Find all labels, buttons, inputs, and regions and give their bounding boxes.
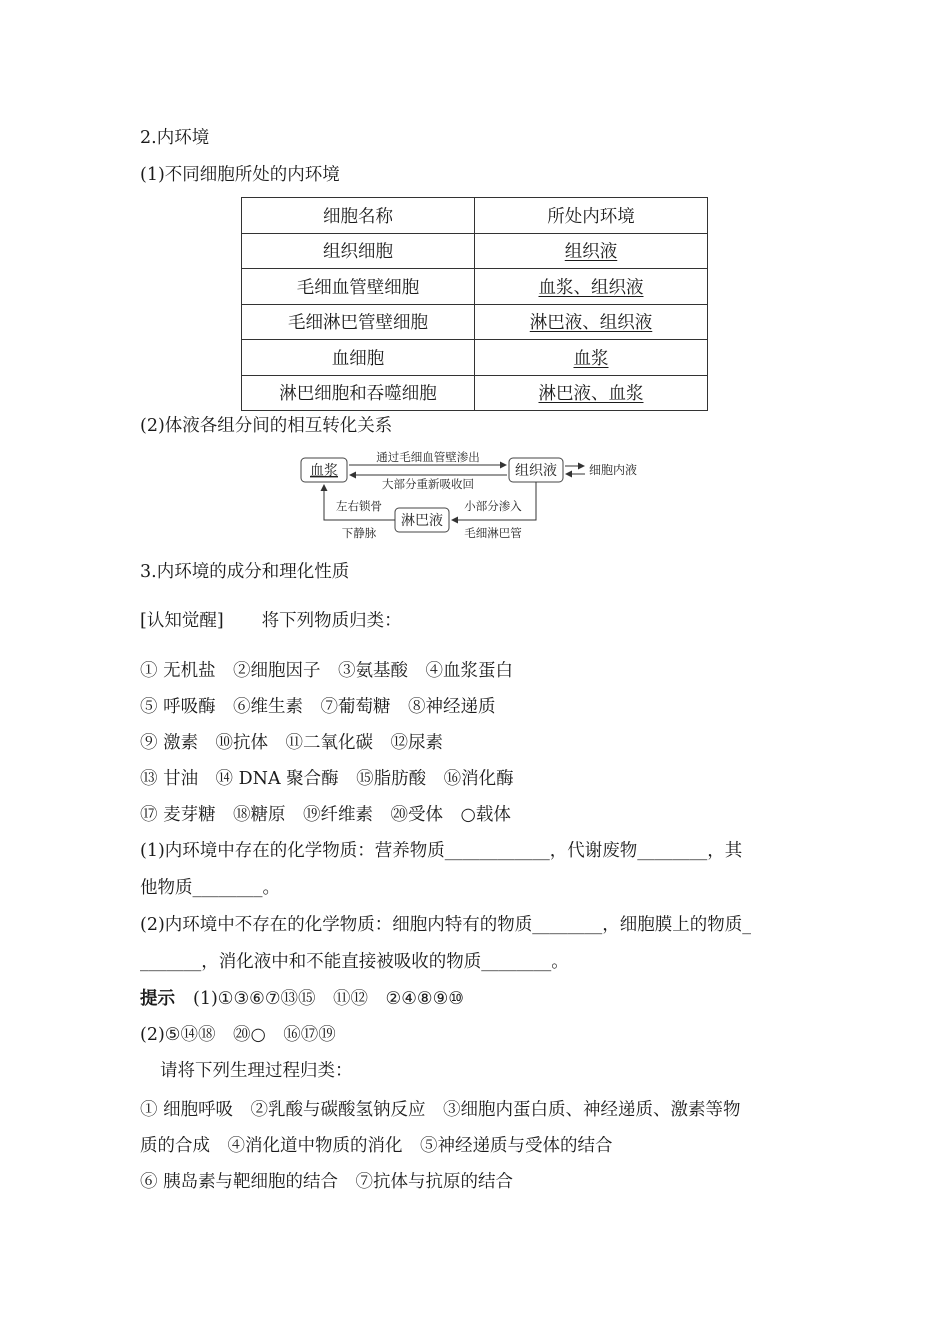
- hint-label: 提示: [140, 989, 175, 1009]
- table-row: [242, 233, 708, 269]
- table-header-row: [242, 198, 708, 234]
- cell-environment-table: [241, 197, 708, 411]
- process-item: ⑥ 胰岛素与靶细胞的结合 ⑦抗体与抗原的结合: [140, 1172, 514, 1192]
- body-fluid-diagram: [297, 448, 657, 544]
- table-header-environment: 所处内环境: [475, 198, 708, 234]
- left-lower-label: 下静脉: [341, 526, 377, 540]
- lymph-label: 淋巴液: [401, 513, 443, 529]
- list-item: ⑤ 呼吸酶 ⑥维生素 ⑦葡萄糖 ⑧神经递质: [140, 697, 496, 717]
- table-row: [242, 375, 708, 411]
- table-cell: 血细胞: [242, 340, 475, 376]
- list-item: ⑨ 激素 ⑩抗体 ⑪二氧化碳 ⑫尿素: [140, 733, 444, 753]
- question-1-line2: 他物质________。: [140, 878, 280, 898]
- cognitive-text: 将下列物质归类：: [261, 611, 402, 631]
- cognitive-prompt: [140, 609, 402, 633]
- cognitive-label: [认知觉醒]: [140, 611, 224, 631]
- section-heading-composition: 3.内环境的成分和理化性质: [140, 562, 350, 582]
- table-row: [242, 304, 708, 340]
- table-cell-answer: 组织液: [564, 242, 618, 263]
- list-item: ⑰ 麦芽糖 ⑱糖原 ⑲纤维素 ⑳受体 ○载体: [140, 805, 511, 825]
- arrow-bottom-label: 大部分重新吸收回: [382, 477, 474, 491]
- question-1-line1: (1)内环境中存在的化学物质：营养物质____________，代谢废物________，其: [140, 841, 743, 861]
- process-item: 质的合成 ④消化道中物质的消化 ⑤神经递质与受体的结合: [140, 1136, 613, 1156]
- right-lower-label: 毛细淋巴管: [464, 526, 522, 540]
- cell-fluid-label: 细胞内液: [589, 463, 638, 477]
- table-row: [242, 340, 708, 376]
- tissue-fluid-label: 组织液: [515, 463, 557, 479]
- table-cell-answer: 淋巴液、组织液: [529, 313, 653, 334]
- process-intro: 请将下列生理过程归类：: [160, 1061, 353, 1081]
- table-cell-answer: 淋巴液、血浆: [538, 384, 644, 405]
- table-header-cell-name: 细胞名称: [242, 198, 475, 234]
- arrow-top-label: 通过毛细血管壁渗出: [376, 450, 480, 464]
- table-cell: 组织细胞: [242, 233, 475, 269]
- list-item: ① 无机盐 ②细胞因子 ③氨基酸 ④血浆蛋白: [140, 661, 514, 681]
- table-cell: 毛细淋巴管壁细胞: [242, 304, 475, 340]
- question-2-line2: _______，消化液中和不能直接被吸收的物质________。: [140, 952, 569, 972]
- hint-line-1: [140, 987, 464, 1011]
- left-upper-label: 左右锁骨: [336, 499, 382, 513]
- table-row: [242, 269, 708, 305]
- table-cell: 淋巴细胞和吞噬细胞: [242, 375, 475, 411]
- section-heading-internal-environment: 2.内环境: [140, 128, 210, 148]
- question-2-line1: (2)内环境中不存在的化学物质：细胞内特有的物质________，细胞膜上的物质_: [140, 915, 752, 935]
- table-cell-answer: 血浆、组织液: [538, 277, 644, 298]
- subheading-cell-environments: (1)不同细胞所处的内环境: [140, 165, 340, 185]
- plasma-label: 血浆: [310, 463, 338, 479]
- table-cell: 毛细血管壁细胞: [242, 269, 475, 305]
- process-item: ① 细胞呼吸 ②乳酸与碳酸氢钠反应 ③细胞内蛋白质、神经递质、激素等物: [140, 1100, 741, 1120]
- table-cell-answer: 血浆: [573, 348, 609, 369]
- right-upper-label: 小部分渗入: [464, 499, 522, 513]
- hint-answer-1: (1)①③⑥⑦⑬⑮ ⑪⑫ ②④⑧⑨⑩: [193, 989, 464, 1009]
- hint-answer-2: (2)⑤⑭⑱ ⑳○ ⑯⑰⑲: [140, 1025, 336, 1045]
- subheading-fluid-conversion: (2)体液各组分间的相互转化关系: [140, 416, 393, 436]
- list-item: ⑬ 甘油 ⑭ DNA 聚合酶 ⑮脂肪酸 ⑯消化酶: [140, 769, 514, 789]
